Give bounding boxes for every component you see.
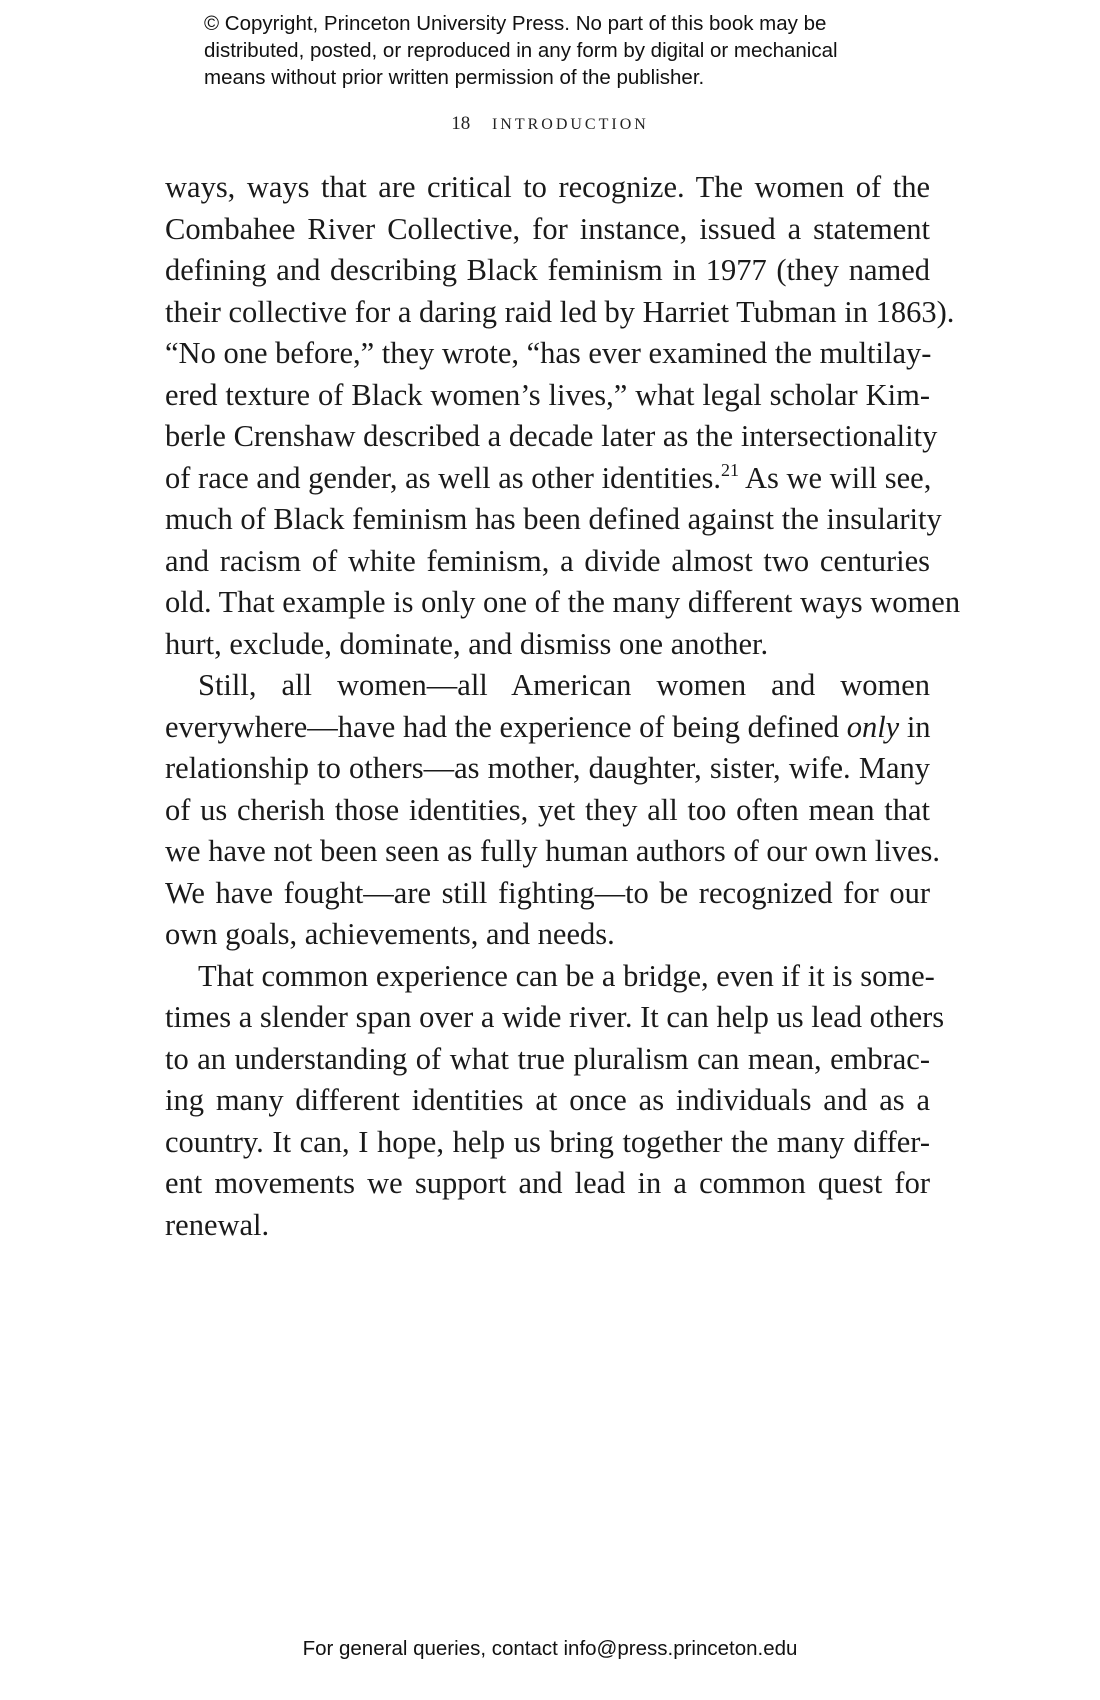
text-line: of us cherish those identities, yet they all too often mean that [165, 792, 930, 827]
text-line: ways, ways that are critical to recognize. The women of the [165, 170, 930, 204]
body-text [165, 167, 961, 1246]
text-line: renewal. [165, 1207, 270, 1242]
footnote-ref: 21 [721, 459, 740, 480]
text-line: ent movements we support and lead in a common quest for [165, 1166, 930, 1200]
text-line: Combahee River Collective, for instance, issued a statement [165, 211, 930, 246]
page-number: 18 [451, 113, 471, 134]
text-line: to an understanding of what true pluralism can mean, embrac- [165, 1041, 930, 1076]
text-fragment: in [899, 709, 931, 744]
copyright-line: © Copyright, Princeton University Press. No part of this book may be [204, 12, 827, 35]
text-fragment: of race and gender, as well as other identities. [165, 460, 722, 495]
footer-contact: For general queries, contact info@press.princeton.edu [302, 1637, 798, 1660]
chapter-title: INTRODUCTION [491, 116, 649, 133]
text-line: own goals, achievements, and needs. [165, 917, 615, 951]
text-line: times a slender span over a wide river. It can help us lead others [165, 1000, 945, 1034]
text-line: country. It can, I hope, help us bring together the many differ- [165, 1124, 930, 1159]
text-line-with-footnote [165, 458, 930, 500]
text-fragment: everywhere—have had the experience of being defined [165, 709, 847, 744]
text-line: berle Crenshaw described a decade later as the intersectionality [165, 419, 938, 453]
text-line: we have not been seen as fully human authors of our own lives. [165, 834, 941, 868]
text-line: defining and describing Black feminism in 1977 (they named [165, 253, 930, 287]
copyright-notice [204, 10, 924, 91]
text-line: their collective for a daring raid led by Harriet Tubman in 1863). [165, 294, 955, 329]
text-line: much of Black feminism has been defined against the insularity [165, 502, 942, 536]
text-line: old. That example is only one of the many different ways women [165, 585, 961, 619]
emphasis-text: only [846, 709, 900, 744]
text-line: hurt, exclude, dominate, and dismiss one another. [165, 626, 769, 661]
text-line-with-emphasis [165, 707, 930, 749]
paragraph-1 [165, 167, 961, 665]
text-line: That common experience can be a bridge, even if it is some- [198, 958, 935, 993]
text-line: Still, all women—all American women and women [198, 668, 930, 702]
running-head [0, 113, 1100, 135]
text-line: ing many different identities at once as individuals and as a [165, 1083, 930, 1117]
text-line: We have fought—are still fighting—to be recognized for our [165, 875, 930, 910]
text-line: “No one before,” they wrote, “has ever examined the multilay- [165, 336, 932, 370]
copyright-line: distributed, posted, or reproduced in any form by digital or mechanical [204, 39, 838, 62]
paragraph-3 [165, 956, 945, 1247]
text-fragment: As we will see, [739, 460, 932, 495]
paragraph-2 [165, 665, 941, 956]
text-line: relationship to others—as mother, daughter, sister, wife. Many [165, 751, 930, 785]
text-line: and racism of white feminism, a divide almost two centuries [165, 543, 930, 578]
text-line: ered texture of Black women’s lives,” what legal scholar Kim- [165, 377, 930, 412]
copyright-line: means without prior written permission of the publisher. [204, 66, 705, 89]
